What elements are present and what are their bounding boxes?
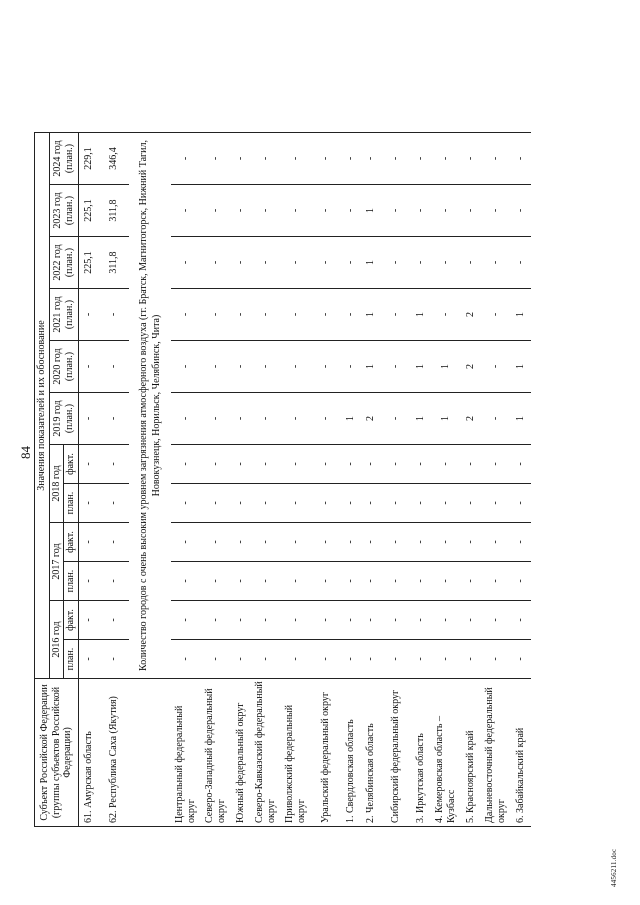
- value-cell: -: [251, 562, 281, 601]
- value-cell: -: [341, 185, 361, 237]
- value-cell: -: [201, 133, 231, 185]
- value-cell: -: [511, 185, 531, 237]
- value-cell: -: [481, 523, 511, 562]
- value-cell: 2: [461, 289, 481, 341]
- value-cell: -: [511, 523, 531, 562]
- value-cell: -: [411, 601, 431, 640]
- value-cell: -: [341, 237, 361, 289]
- value-cell: -: [461, 445, 481, 484]
- value-cell: -: [171, 523, 201, 562]
- value-cell: -: [461, 237, 481, 289]
- table-row: [99, 133, 129, 827]
- value-cell: -: [411, 562, 431, 601]
- value-cell: -: [201, 237, 231, 289]
- value-cell: 2: [461, 341, 481, 393]
- value-cell: -: [281, 484, 311, 523]
- value-cell: -: [171, 133, 201, 185]
- table-row: [78, 133, 99, 827]
- value-cell: -: [311, 393, 341, 445]
- value-cell: -: [431, 601, 461, 640]
- value-cell: -: [311, 562, 341, 601]
- row-subject-name: Северо-Кавказский федеральный округ: [251, 679, 281, 827]
- value-cell: -: [411, 640, 431, 679]
- value-cell: -: [361, 601, 381, 640]
- value-cell: -: [311, 601, 341, 640]
- value-cell: -: [411, 237, 431, 289]
- value-cell: -: [78, 601, 99, 640]
- value-cell: -: [381, 133, 411, 185]
- value-cell: -: [201, 185, 231, 237]
- value-cell: -: [231, 523, 251, 562]
- value-cell: -: [381, 393, 411, 445]
- value-cell: -: [341, 484, 361, 523]
- value-cell: -: [231, 289, 251, 341]
- value-cell: -: [381, 445, 411, 484]
- value-cell: -: [481, 237, 511, 289]
- value-cell: -: [461, 523, 481, 562]
- value-cell: -: [481, 185, 511, 237]
- value-cell: -: [381, 289, 411, 341]
- table-row: [311, 133, 341, 827]
- value-cell: -: [251, 393, 281, 445]
- value-cell: -: [171, 484, 201, 523]
- value-cell: -: [99, 289, 129, 341]
- value-cell: -: [341, 601, 361, 640]
- value-cell: -: [311, 640, 341, 679]
- value-cell: -: [381, 601, 411, 640]
- value-cell: -: [171, 341, 201, 393]
- year-2024-header: 2024 год (план.): [49, 133, 78, 185]
- value-cell: -: [78, 484, 99, 523]
- value-cell: 1: [431, 393, 461, 445]
- value-cell: -: [171, 289, 201, 341]
- value-cell: -: [231, 393, 251, 445]
- value-cell: -: [511, 133, 531, 185]
- value-cell: -: [99, 640, 129, 679]
- value-cell: -: [99, 562, 129, 601]
- value-cell: -: [231, 237, 251, 289]
- value-cell: -: [201, 601, 231, 640]
- value-cell: -: [381, 523, 411, 562]
- value-cell: -: [171, 185, 201, 237]
- value-cell: -: [281, 562, 311, 601]
- value-cell: -: [231, 185, 251, 237]
- value-cell: 1: [511, 341, 531, 393]
- value-cell: -: [431, 640, 461, 679]
- value-cell: -: [361, 562, 381, 601]
- value-cell: -: [431, 237, 461, 289]
- page-number: 84: [18, 446, 33, 459]
- value-cell: -: [311, 289, 341, 341]
- value-cell: -: [281, 640, 311, 679]
- value-cell: 1: [411, 393, 431, 445]
- value-cell: -: [231, 484, 251, 523]
- value-cell: 1: [361, 185, 381, 237]
- value-cell: -: [231, 601, 251, 640]
- table-row: [411, 133, 431, 827]
- value-cell: -: [511, 640, 531, 679]
- value-cell: 1: [361, 237, 381, 289]
- value-cell: -: [341, 640, 361, 679]
- row-subject-name: 1. Свердловская область: [341, 679, 361, 827]
- row-subject-name: 62. Республика Саха (Якутия): [99, 679, 129, 827]
- row-subject-name: 6. Забайкальский край: [511, 679, 531, 827]
- value-cell: -: [99, 341, 129, 393]
- value-cell: -: [461, 562, 481, 601]
- value-cell: -: [361, 640, 381, 679]
- year-2023-header: 2023 год (план.): [49, 185, 78, 237]
- value-cell: -: [481, 601, 511, 640]
- table-row: [201, 133, 231, 827]
- subject-header: Субъект Российской Федерации (группы субъектов Российской Федерации): [35, 679, 79, 827]
- value-cell: -: [281, 237, 311, 289]
- value-cell: -: [99, 393, 129, 445]
- value-cell: -: [361, 484, 381, 523]
- table-row: [251, 133, 281, 827]
- value-cell: -: [361, 133, 381, 185]
- value-cell: -: [361, 523, 381, 562]
- value-cell: -: [231, 445, 251, 484]
- value-cell: -: [251, 445, 281, 484]
- value-cell: -: [281, 289, 311, 341]
- value-cell: -: [99, 484, 129, 523]
- value-cell: -: [78, 523, 99, 562]
- value-cell: -: [171, 237, 201, 289]
- value-cell: -: [411, 523, 431, 562]
- value-cell: -: [281, 445, 311, 484]
- value-cell: -: [231, 133, 251, 185]
- value-cell: 1: [511, 289, 531, 341]
- year-2018-header: 2018 год: [49, 445, 64, 523]
- value-cell: -: [431, 445, 461, 484]
- value-cell: -: [511, 484, 531, 523]
- value-cell: -: [481, 341, 511, 393]
- row-subject-name: Сибирский федеральный округ: [381, 679, 411, 827]
- value-cell: 1: [361, 289, 381, 341]
- value-cell: 311,8: [99, 237, 129, 289]
- value-cell: -: [311, 484, 341, 523]
- value-cell: -: [231, 562, 251, 601]
- plan-2017-header: план.: [64, 562, 79, 601]
- fact-2017-header: факт.: [64, 523, 79, 562]
- table-row: [341, 133, 361, 827]
- value-cell: -: [411, 185, 431, 237]
- row-subject-name: 4. Кемеровская область – Кузбасс: [431, 679, 461, 827]
- value-cell: -: [171, 601, 201, 640]
- value-cell: 1: [411, 341, 431, 393]
- value-cell: -: [381, 185, 411, 237]
- row-subject-name: Южный федеральный округ: [231, 679, 251, 827]
- value-cell: 1: [411, 289, 431, 341]
- value-cell: -: [341, 562, 361, 601]
- value-cell: -: [461, 601, 481, 640]
- value-cell: -: [251, 341, 281, 393]
- year-2017-header: 2017 год: [49, 523, 64, 601]
- year-2021-header: 2021 год (план.): [49, 289, 78, 341]
- value-cell: -: [201, 393, 231, 445]
- table-row: [281, 133, 311, 827]
- value-cell: -: [281, 133, 311, 185]
- value-cell: -: [341, 523, 361, 562]
- value-cell: -: [201, 523, 231, 562]
- table-row: [511, 133, 531, 827]
- value-cell: -: [381, 341, 411, 393]
- value-cell: -: [511, 562, 531, 601]
- value-cell: -: [231, 640, 251, 679]
- value-cell: -: [171, 393, 201, 445]
- row-subject-name: 2. Челябинская область: [361, 679, 381, 827]
- row-subject-name: 61. Амурская область: [78, 679, 99, 827]
- value-cell: -: [341, 133, 361, 185]
- value-cell: -: [311, 445, 341, 484]
- value-cell: -: [481, 289, 511, 341]
- value-cell: -: [481, 445, 511, 484]
- value-cell: 229,1: [78, 133, 99, 185]
- value-cell: -: [251, 523, 281, 562]
- row-subject-name: 5. Красноярский край: [461, 679, 481, 827]
- value-cell: -: [511, 601, 531, 640]
- year-2022-header: 2022 год (план.): [49, 237, 78, 289]
- value-cell: -: [251, 484, 281, 523]
- value-cell: -: [171, 445, 201, 484]
- value-cell: -: [311, 133, 341, 185]
- document-code: 4456211.doc: [610, 848, 618, 887]
- value-cell: -: [311, 341, 341, 393]
- value-cell: -: [201, 562, 231, 601]
- row-subject-name: Северо-Западный федеральный округ: [201, 679, 231, 827]
- value-cell: -: [341, 341, 361, 393]
- row-subject-name: 3. Иркутская область: [411, 679, 431, 827]
- value-cell: -: [481, 484, 511, 523]
- table-row: [231, 133, 251, 827]
- row-subject-name: Центральный федеральный округ: [171, 679, 201, 827]
- year-2019-header: 2019 год (план.): [49, 393, 78, 445]
- value-cell: -: [481, 133, 511, 185]
- value-cell: 1: [431, 341, 461, 393]
- value-cell: 2: [361, 393, 381, 445]
- value-cell: -: [381, 484, 411, 523]
- value-cell: -: [281, 523, 311, 562]
- indicator-note: Количество городов с очень высоким уровнем загрязнения атмосферного воздуха (гг. Братск, Магнитогорск, Нижний Тагил, Новокузнецк, Норильск, Челябинск, Чита): [129, 133, 171, 679]
- table-row: [461, 133, 481, 827]
- value-cell: -: [251, 237, 281, 289]
- value-cell: -: [431, 185, 461, 237]
- value-cell: -: [461, 640, 481, 679]
- value-cell: -: [201, 640, 231, 679]
- value-cell: -: [78, 640, 99, 679]
- value-cell: -: [231, 341, 251, 393]
- fact-2018-header: факт.: [64, 445, 79, 484]
- value-cell: -: [99, 445, 129, 484]
- value-cell: -: [431, 133, 461, 185]
- plan-2016-header: план.: [64, 640, 79, 679]
- value-cell: -: [431, 562, 461, 601]
- value-cell: 311,8: [99, 185, 129, 237]
- value-cell: -: [251, 640, 281, 679]
- value-cell: -: [431, 484, 461, 523]
- value-cell: -: [411, 133, 431, 185]
- value-cell: -: [381, 562, 411, 601]
- value-cell: -: [251, 601, 281, 640]
- value-cell: -: [281, 341, 311, 393]
- table-row: [381, 133, 411, 827]
- year-2020-header: 2020 год (план.): [49, 341, 78, 393]
- value-cell: -: [99, 523, 129, 562]
- value-cell: 1: [511, 393, 531, 445]
- value-cell: -: [78, 562, 99, 601]
- value-cell: 1: [341, 393, 361, 445]
- table-row: [481, 133, 511, 827]
- table-row: [171, 133, 201, 827]
- value-cell: -: [251, 289, 281, 341]
- value-cell: -: [201, 341, 231, 393]
- value-cell: -: [481, 640, 511, 679]
- year-2016-header: 2016 год: [49, 601, 64, 679]
- value-cell: -: [381, 237, 411, 289]
- value-cell: -: [281, 185, 311, 237]
- value-cell: -: [251, 185, 281, 237]
- value-cell: -: [171, 562, 201, 601]
- value-cell: -: [361, 445, 381, 484]
- value-cell: 2: [461, 393, 481, 445]
- value-cell: -: [461, 133, 481, 185]
- value-cell: -: [78, 289, 99, 341]
- value-cell: -: [78, 445, 99, 484]
- row-subject-name: Уральский федеральный округ: [311, 679, 341, 827]
- value-cell: -: [341, 289, 361, 341]
- value-cell: -: [311, 185, 341, 237]
- value-cell: -: [201, 445, 231, 484]
- fact-2016-header: факт.: [64, 601, 79, 640]
- indicators-table: [34, 132, 531, 827]
- value-cell: -: [481, 562, 511, 601]
- value-cell: -: [281, 393, 311, 445]
- values-group-header: Значения показателей и их обоснование: [35, 133, 50, 679]
- value-cell: -: [461, 484, 481, 523]
- table-row: [431, 133, 461, 827]
- row-subject-name: Приволжский федеральный округ: [281, 679, 311, 827]
- value-cell: -: [281, 601, 311, 640]
- table-row: [361, 133, 381, 827]
- value-cell: -: [341, 445, 361, 484]
- value-cell: -: [461, 185, 481, 237]
- value-cell: -: [511, 445, 531, 484]
- value-cell: 346,4: [99, 133, 129, 185]
- value-cell: -: [381, 640, 411, 679]
- plan-2018-header: план.: [64, 484, 79, 523]
- value-cell: -: [78, 393, 99, 445]
- row-subject-name: Дальневосточный федеральный округ: [481, 679, 511, 827]
- value-cell: 1: [361, 341, 381, 393]
- value-cell: -: [481, 393, 511, 445]
- value-cell: -: [78, 341, 99, 393]
- value-cell: -: [431, 523, 461, 562]
- value-cell: -: [431, 289, 461, 341]
- value-cell: -: [201, 484, 231, 523]
- value-cell: -: [201, 289, 231, 341]
- value-cell: -: [411, 484, 431, 523]
- value-cell: 225,1: [78, 237, 99, 289]
- value-cell: -: [171, 640, 201, 679]
- value-cell: -: [311, 523, 341, 562]
- value-cell: -: [311, 237, 341, 289]
- value-cell: -: [251, 133, 281, 185]
- value-cell: -: [411, 445, 431, 484]
- value-cell: 225,1: [78, 185, 99, 237]
- value-cell: -: [511, 237, 531, 289]
- value-cell: -: [99, 601, 129, 640]
